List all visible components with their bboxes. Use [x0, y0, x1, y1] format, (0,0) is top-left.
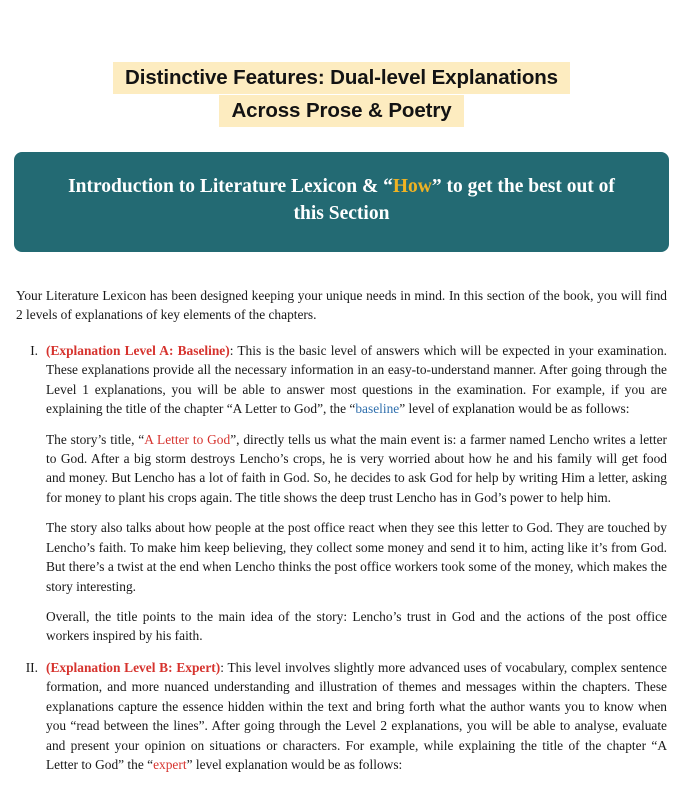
list-item-marker: II.	[25, 659, 38, 675]
level-a-heading: (Explanation Level A: Baseline)	[46, 342, 230, 358]
page-title-line-2: Across Prose & Poetry	[219, 95, 463, 127]
level-b-body-before: : This level involves slightly more advanced uses of vocabulary, complex sentence formation, and more nuanced understanding and illustration of themes and messages within the chapters. These explanations capture the essence hidden within the text and bring forth what the author wants you to know when you “read between the lines”. After going through the Level 2 explanations, you will be able to analyse, evaluate and present your opinion on situations or characters. For example, while explaining the title of the chapter “A Letter to God” the “	[46, 659, 668, 773]
explanation-levels-list	[16, 341, 667, 775]
page-title	[0, 0, 683, 127]
level-a-example-paragraph-3: Overall, the title points to the main idea of the story: Lencho’s trust in God and the actions of the post office workers inspired by his faith.	[46, 609, 667, 644]
level-b-body-after: ” level explanation would be as follows:	[186, 757, 403, 773]
level-a-example-paragraph-2: The story also talks about how people at the post office react when they see this letter to God. They are touched by Lencho’s faith. To make him keep believing, they collect some money and send it to him, acting like it’s from God. But there’s a twist at the end when Lencho thinks the post office workers took some of the money, which makes the story interesting.	[46, 520, 667, 594]
example-1-before: The story’s title, “	[46, 431, 145, 447]
list-item	[16, 341, 667, 646]
level-b-heading: (Explanation Level B: Expert)	[46, 659, 221, 675]
list-item-marker: I.	[30, 342, 38, 358]
intro-paragraph: Your Literature Lexicon has been designed keeping your unique needs in mind. In this section of the book, you will find 2 levels of explanations of key elements of the chapters.	[16, 287, 667, 323]
list-item-paragraph	[46, 341, 667, 419]
level-b-inline-quote: expert	[153, 757, 187, 773]
level-a-body-before: : This is the basic level of answers which will be expected in your examination. These explanations provide all the necessary information in an easy-to-understand manner. After going through the Level 1 explanations, you will be able to answer most questions in the examination. For example, if you are explaining the title of the chapter “A Letter to God”, the “	[46, 342, 667, 417]
banner-text-before: Introduction to Literature Lexicon & “	[68, 176, 393, 198]
list-item-paragraph	[46, 658, 667, 775]
list-item	[16, 658, 667, 775]
example-1-after: ”, directly tells us what the main event is: a farmer named Lencho writes a letter to God. After a big storm destroys Lencho’s crops, he is very worried about how he and his family will get food and money. But Lencho has a lot of faith in God. So, he decides to ask God for help by writing Him a letter, asking for money to plant his crops again. The title shows the deep trust Lencho has in God’s power to help him.	[46, 431, 667, 505]
section-banner	[14, 152, 669, 252]
level-a-inline-quote: baseline	[355, 401, 400, 417]
banner-text-highlight: How	[392, 176, 432, 198]
document-body	[0, 252, 683, 775]
page-title-line-1: Distinctive Features: Dual-level Explanations	[113, 62, 570, 94]
level-a-example-paragraph-1	[46, 430, 667, 508]
section-banner-text	[60, 174, 623, 228]
example-1-quote: A Letter to God	[144, 431, 231, 447]
banner-text-after: ” to get the best out of this Section	[293, 176, 615, 224]
level-a-body-after: ” level of explanation would be as follows:	[399, 401, 630, 417]
